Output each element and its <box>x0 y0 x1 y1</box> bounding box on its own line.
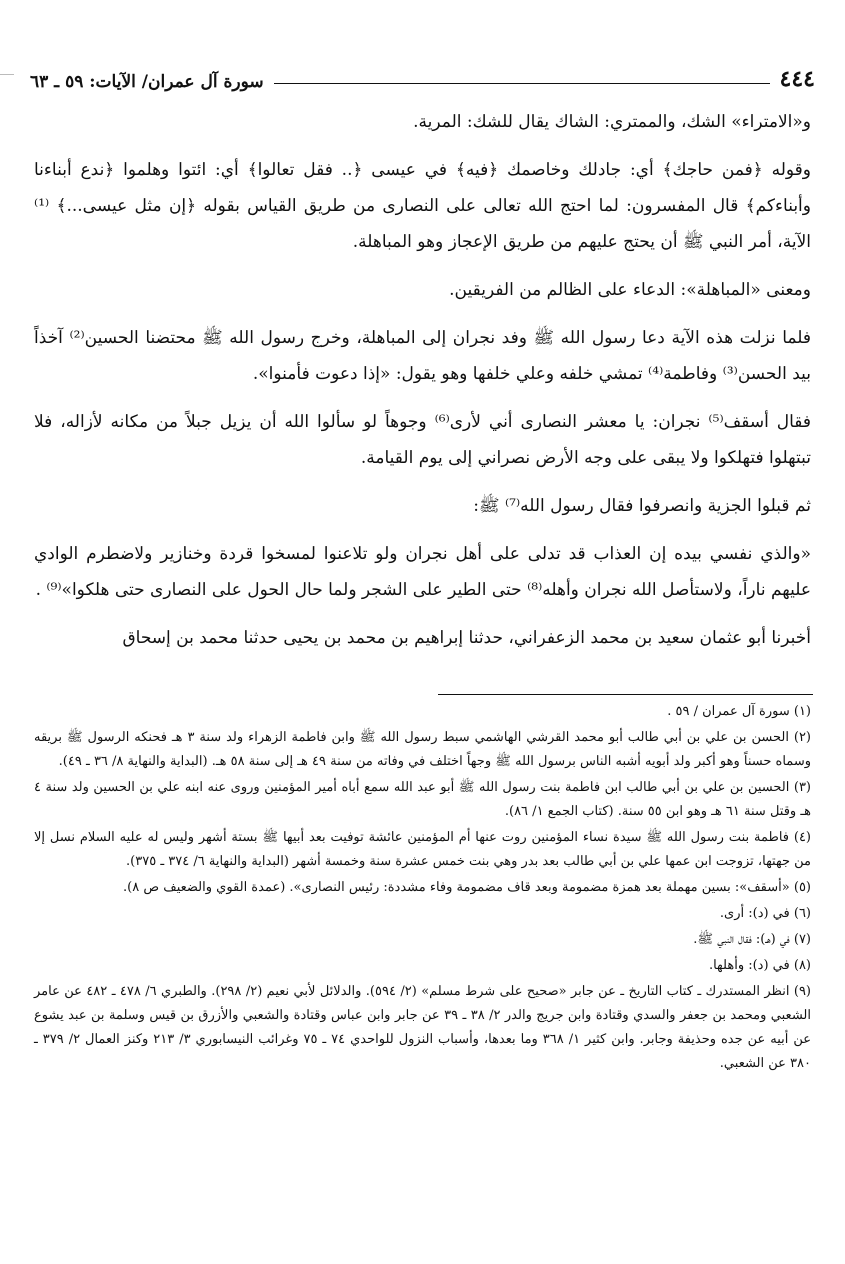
footnote: (٥) «أسقف»: بسين مهملة بعد همزة مضمومة وبعد قاف مضمومة وفاء مشددة: رئيس النصارى». (عمدة القوي والضعيف ص ٨). <box>123 880 811 895</box>
footnote: (٤) فاطمة بنت رسول الله ﷺ سيدة نساء المؤمنين روت عنها أم المؤمنين عائشة توفيت بعد أبيها ﷺ بستة أشهر وليس له عليه السلام نسل إلا من جهتها، تزوجت ابن عمها علي بن أبي طالب بعد بدر وهي بنت خمس عشرة سنة وخمسة أشهر (البداية والنهاية ٦/ ٣٧٤ ـ ٣٧٥). <box>34 830 811 869</box>
footnote: (٦) في (د): أرى. <box>719 906 811 921</box>
running-header <box>30 62 815 92</box>
paragraph: و«الامتراء» الشك، والممتري: الشاك يقال للشك: المرية. <box>413 112 811 132</box>
paragraph: ومعنى «المباهلة»: الدعاء على الظالم من الفريقين. <box>449 280 811 300</box>
footnote: (١) سورة آل عمران / ٥٩ . <box>667 704 811 719</box>
paragraph: فلما نزلت هذه الآية دعا رسول الله ﷺ وفد نجران إلى المباهلة، وخرج رسول الله ﷺ محتضنا الحسين⁽²⁾ آخذاً بيد الحسن⁽³⁾ وفاطمة⁽⁴⁾ تمشي خلفه وعلي خلفها وهو يقول: «إذا دعوت فأمنوا». <box>34 328 811 384</box>
main-text <box>34 104 811 668</box>
margin-mark <box>0 74 14 75</box>
footnote: (٩) انظر المستدرك ـ كتاب التاريخ ـ عن جابر «صحيح على شرط مسلم» (٢/ ٥٩٤). والدلائل لأبي نعيم (٢/ ٢٩٨). والطبري ٦/ ٤٧٨ ـ ٤٨٢ عن عامر الشعبي ومحمد بن جعفر والسدي وقتادة وابن جريج والدر ٢/ ٣٨ ـ ٣٩ عن جابر وابن عباس وقتادة والشعبي والأزرق بن قيس وسلمة بن عبد يشوع عن أبيه عن جده وحذيفة وجابر. وابن كثير ١/ ٣٦٨ وما بعدها، وأسباب النزول للواحدي ٧٤ ـ ٧٥ وغرائب النيسابوري ٣/ ٢١٣ وكنز العمال ٢/ ٣٧٩ ـ ٣٨٠ عن الشعبي. <box>34 984 811 1071</box>
footnote: (٨) في (د): وأهلها. <box>708 958 811 973</box>
footnotes <box>34 700 811 1078</box>
footnote: (٧) في (هـ): فقال النبي ﷺ. <box>693 932 811 947</box>
footnote: (٣) الحسين بن علي بن أبي طالب ابن فاطمة بنت رسول الله ﷺ أبو عبد الله سمع أباه أمير المؤمنين وروى عنه ابنه علي بن الحسين ولد سنة ٤ هـ وقتل سنة ٦١ هـ وهو ابن ٥٥ سنة. (كتاب الجمع ١/ ٨٦). <box>34 780 811 819</box>
paragraph: فقال أسقف⁽⁵⁾ نجران: يا معشر النصارى أني لأرى⁽⁶⁾ وجوهاً لو سألوا الله أن يزيل جبلاً من مكانه لأزاله، فلا تبتهلوا فتهلكوا ولا يبقى على وجه الأرض نصراني إلى يوم القيامة. <box>34 412 811 468</box>
footnote: (٢) الحسن بن علي بن أبي طالب أبو محمد القرشي الهاشمي سبط رسول الله ﷺ وابن فاطمة الزهراء ولد سنة ٣ هـ فحنكه الرسول ﷺ بريقه وسماه حسناً وهو أكبر ولد أبويه أشبه الناس برسول الله ﷺ وجهاً اختلف في وفاته من سنة ٤٩ هـ إلى سنة ٥٨ هـ. (البداية والنهاية ٨/ ٣٦ ـ ٤٩). <box>34 730 811 769</box>
paragraph: «والذي نفسي بيده إن العذاب قد تدلى على أهل نجران ولو تلاعنوا لمسخوا قردة وخنازير ولاضطرم الوادي عليهم ناراً، ولاستأصل الله نجران وأهله⁽⁸⁾ حتى الطير على الشجر ولما حال الحول على النصارى حتى هلكوا»⁽⁹⁾ . <box>34 544 811 600</box>
footnote-separator <box>438 694 813 695</box>
paragraph: أخبرنا أبو عثمان سعيد بن محمد الزعفراني، حدثنا إبراهيم بن محمد بن يحيى حدثنا محمد بن إسحاق <box>122 628 811 648</box>
page-number: ٤٤٤ <box>779 66 815 92</box>
paragraph: ثم قبلوا الجزية وانصرفوا فقال رسول الله⁽⁷⁾ ﷺ: <box>473 496 811 516</box>
header-rule <box>274 83 770 84</box>
paragraph: وقوله ﴿فمن حاجك﴾ أي: جادلك وخاصمك ﴿فيه﴾ في عيسى ﴿.. فقل تعالوا﴾ أي: ائتوا وهلموا ﴿ندع أبناءنا وأبناءكم﴾ قال المفسرون: لما احتج الله تعالى على النصارى من طريق القياس بقوله ﴿إن مثل عيسى...﴾ ⁽¹⁾الآية، أمر النبي ﷺ أن يحتج عليهم من طريق الإعجاز وهو المباهلة. <box>34 160 811 252</box>
running-title: سورة آل عمران/ الآيات: ٥٩ ـ ٦٣ <box>30 72 264 92</box>
